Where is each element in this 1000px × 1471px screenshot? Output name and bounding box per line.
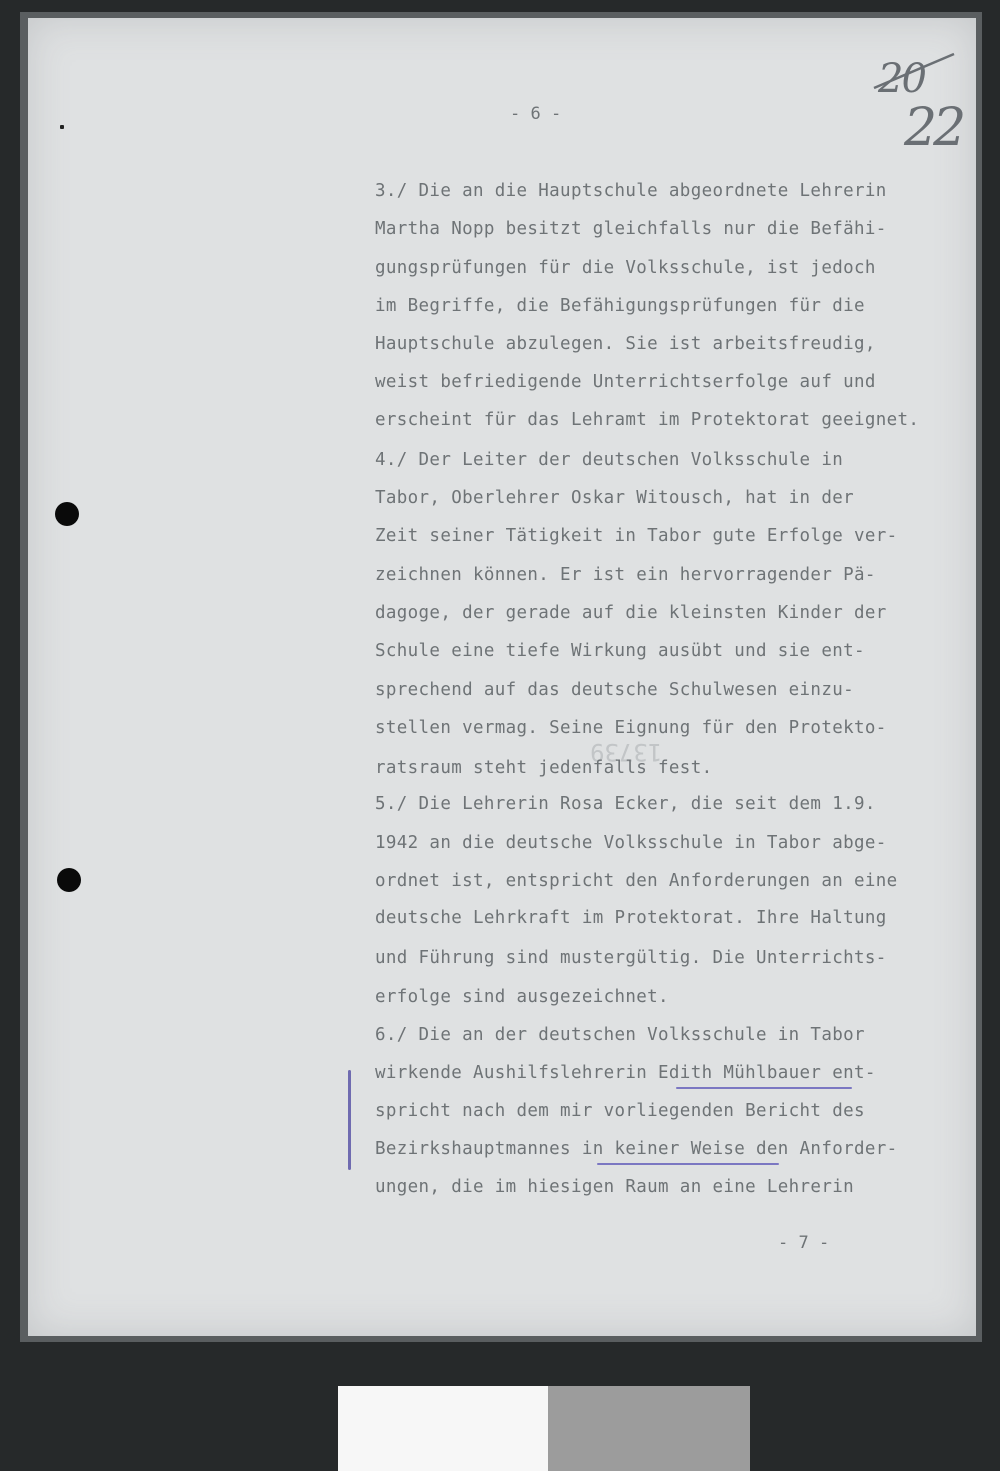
text-line: erfolge sind ausgezeichnet. [375,987,669,1007]
faint-stamp: 13739 [590,738,663,766]
text-line: 5./ Die Lehrerin Rosa Ecker, die seit dem 1.9. [375,794,876,814]
text-line: 4./ Der Leiter der deutschen Volksschule in [375,450,844,470]
text-line: gungsprüfungen für die Volksschule, ist jedoch [375,258,876,278]
text-line: stellen vermag. Seine Eignung für den Protekto- [375,718,887,738]
text-line: ratsraum steht jedenfalls fest. [375,758,713,778]
text-line: 6./ Die an der deutschen Volksschule in Tabor [375,1025,865,1045]
text-line: ordnet ist, entspricht den Anforderungen an eine [375,871,898,891]
text-line: Hauptschule abzulegen. Sie ist arbeitsfreudig, [375,334,876,354]
underline-in-keiner-weise [597,1163,779,1165]
margin-pencil-mark [348,1070,351,1170]
text-line: im Begriffe, die Befähigungsprüfungen für die [375,296,865,316]
text-line: spricht nach dem mir vorliegenden Bericht des [375,1101,865,1121]
calibration-white-patch [338,1386,548,1471]
text-line: dagoge, der gerade auf die kleinsten Kinder der [375,603,887,623]
text-line: und Führung sind mustergültig. Die Unterrichts- [375,948,887,968]
margin-tick [60,125,64,129]
text-line: Tabor, Oberlehrer Oskar Witousch, hat in der [375,488,854,508]
text-line: Zeit seiner Tätigkeit in Tabor gute Erfolge ver- [375,526,898,546]
text-line: Martha Nopp besitzt gleichfalls nur die Befähi- [375,219,887,239]
handwritten-new-folio: 22 [904,98,963,158]
page-number-bottom: - 7 - [778,1233,830,1253]
handwritten-old-folio: 20 [878,56,925,102]
text-line: zeichnen können. Er ist ein hervorragender Pä- [375,565,876,585]
text-line: ungen, die im hiesigen Raum an eine Lehrerin [375,1177,854,1197]
text-line: deutsche Lehrkraft im Protektorat. Ihre Haltung [375,908,887,928]
strike-through-mark [868,48,958,98]
calibration-gray-patch [548,1386,750,1471]
text-line: Schule eine tiefe Wirkung ausübt und sie ent- [375,641,865,661]
text-line: 1942 an die deutsche Volksschule in Tabor abge- [375,833,887,853]
punch-hole-top [55,502,79,526]
underline-edith-muehlbauer [676,1087,852,1089]
page-number-top: - 6 - [510,104,562,124]
text-line: Bezirkshauptmannes in keiner Weise den Anforder- [375,1139,898,1159]
text-line: sprechend auf das deutsche Schulwesen einzu- [375,680,854,700]
text-line: 3./ Die an die Hauptschule abgeordnete Lehrerin [375,181,887,201]
text-line: weist befriedigende Unterrichtserfolge auf und [375,372,876,392]
text-line: erscheint für das Lehramt im Protektorat geeignet. [375,410,920,430]
punch-hole-bottom [57,868,81,892]
text-line: wirkende Aushilfslehrerin Edith Mühlbauer ent- [375,1063,876,1083]
